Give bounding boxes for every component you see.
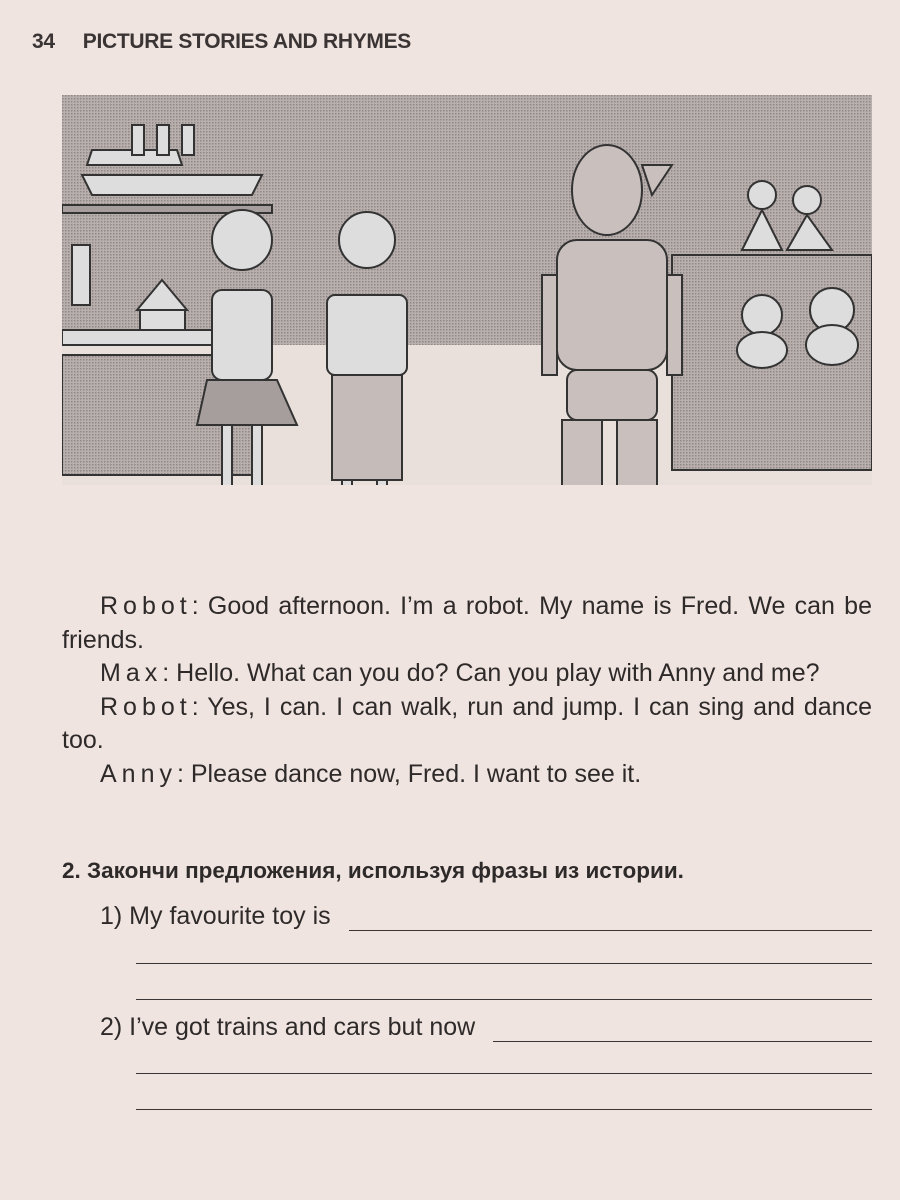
item-prompt: 2) I’ve got trains and cars but now	[100, 1013, 476, 1041]
answer-line[interactable]	[136, 999, 872, 1000]
speaker: Anny	[100, 759, 177, 788]
section-title: PICTURE STORIES AND RHYMES	[82, 30, 412, 53]
answer-blank[interactable]	[493, 1021, 872, 1042]
answer-line[interactable]	[136, 1109, 872, 1110]
answer-blank[interactable]	[349, 910, 872, 931]
dialogue-line: Anny: Please dance now, Fred. I want to see it.	[100, 759, 642, 788]
story-text	[62, 590, 872, 791]
speaker: Max	[100, 659, 163, 687]
speaker: Robot	[100, 692, 192, 721]
page-number: 34	[32, 30, 55, 53]
answer-line[interactable]	[136, 963, 872, 964]
story-illustration	[62, 95, 872, 485]
dialogue-line: Max: Hello. What can you do? Can you play with Anny and me?	[100, 659, 820, 687]
exercise-item-2	[100, 1013, 872, 1042]
exercise-heading: 2. Закончи предложения, используя фразы из истории.	[62, 858, 684, 883]
dialogue-line: Robot: Yes, I can. I can walk, run and jump. I can sing and dance too.	[62, 692, 872, 754]
answer-line[interactable]	[136, 1073, 872, 1074]
dialogue-line: Robot: Good afternoon. I’m a robot. My name is Fred. We can be friends.	[62, 592, 872, 654]
exercise-item-1	[100, 902, 872, 931]
speaker: Robot	[100, 592, 192, 620]
page-header	[32, 30, 411, 54]
item-prompt: 1) My favourite toy is	[100, 902, 331, 930]
